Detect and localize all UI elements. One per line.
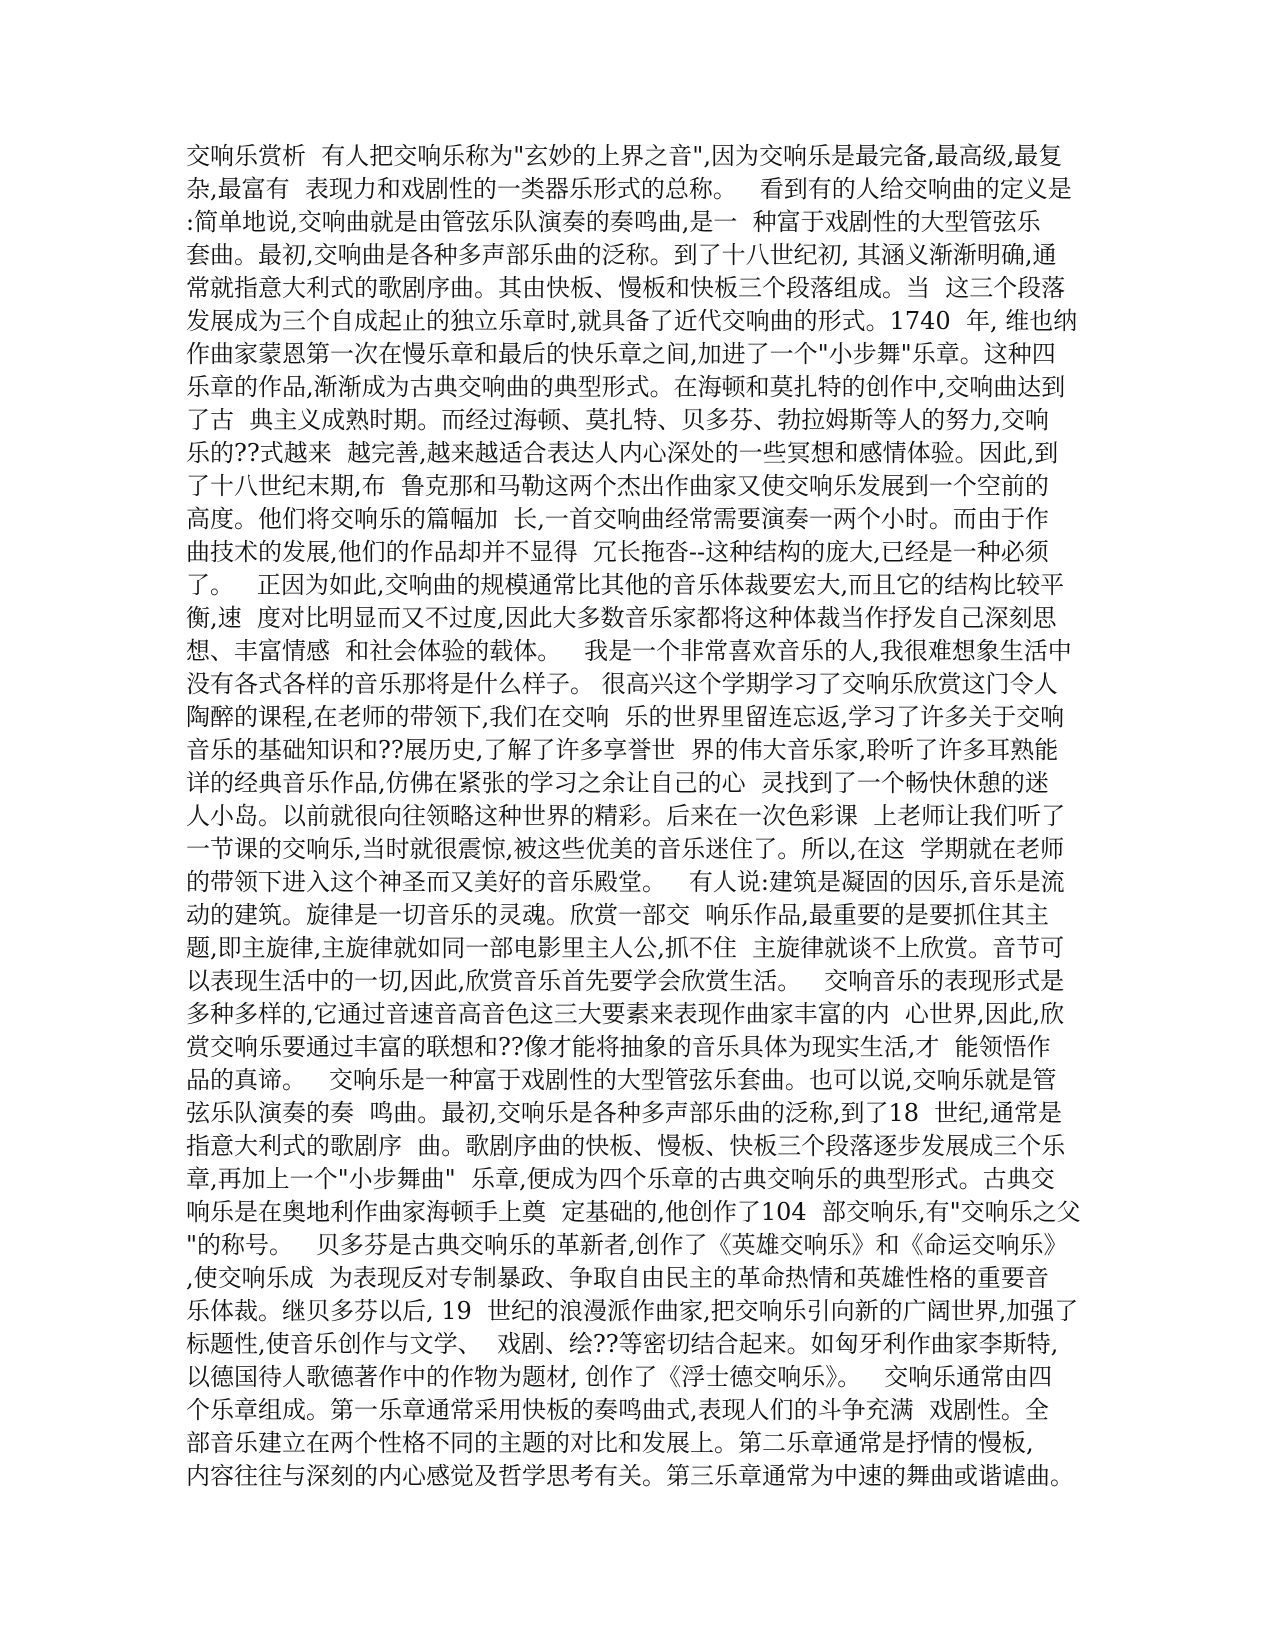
text-line: 想、丰富情感 和社会体验的载体。 我是一个非常喜欢音乐的人,我很难想象生活中 <box>186 637 1072 665</box>
text-line: "的称号。 贝多芬是古典交响乐的革新者,创作了《英雄交响乐》和《命运交响乐》 <box>186 1231 1068 1259</box>
text-line: 乐的??式越来 越完善,越来越适合表达人内心深处的一些冥想和感情体验。因此,到 <box>186 439 1059 467</box>
text-line: 乐体裁。继贝多芬以后, 19 世纪的浪漫派作曲家,把交响乐引向新的广阔世界,加强了 <box>186 1297 1079 1325</box>
text-line: 套曲。最初,交响曲是各种多声部乐曲的泛称。到了十八世纪初, 其涵义渐渐明确,通 <box>186 241 1057 269</box>
text-line: 标题性,使音乐创作与文学、 戏剧、绘??等密切结合起来。如匈牙利作曲家李斯特, <box>186 1330 1059 1358</box>
text-line: 杂,最富有 表现力和戏剧性的一类器乐形式的总称。 看到有的人给交响曲的定义是 <box>186 175 1072 203</box>
text-line: 音乐的基础知识和??展历史,了解了许多享誉世 界的伟大音乐家,聆听了许多耳熟能 <box>186 736 1059 764</box>
text-line: :简单地说,交响曲就是由管弦乐队演奏的奏鸣曲,是一 种富于戏剧性的大型管弦乐 <box>186 208 1041 236</box>
text-line: 曲技术的发展,他们的作品却并不显得 冗长拖沓--这种结构的庞大,已经是一种必须 <box>186 538 1049 566</box>
text-line: 动的建筑。旋律是一切音乐的灵魂。欣赏一部交 响乐作品,最重要的是要抓住其主 <box>186 901 1049 929</box>
text-line: 详的经典音乐作品,仿佛在紧张的学习之余让自己的心 灵找到了一个畅快休憩的迷 <box>186 769 1049 797</box>
text-line: 了。 正因为如此,交响曲的规模通常比其他的音乐体裁要宏大,而且它的结构比较平 <box>186 571 1065 599</box>
text-line: 作曲家蒙恩第一次在慢乐章和最后的快乐章之间,加进了一个"小步舞"乐章。这种四 <box>186 340 1056 368</box>
text-line: 了古 典主义成熟时期。而经过海顿、莫扎特、贝多芬、勃拉姆斯等人的努力,交响 <box>186 406 1049 434</box>
text-line: 章,再加上一个"小步舞曲" 乐章,便成为四个乐章的古典交响乐的典型形式。古典交 <box>186 1165 1055 1193</box>
text-line: 了十八世纪末期,布 鲁克那和马勒这两个杰出作曲家又使交响乐发展到一个空前的 <box>186 472 1049 500</box>
text-line: 指意大利式的歌剧序 曲。歌剧序曲的快板、慢板、快板三个段落逐步发展成三个乐 <box>186 1132 1066 1160</box>
text-line: 内容往往与深刻的内心感觉及哲学思考有关。第三乐章通常为中速的舞曲或谐谑曲。 <box>186 1462 1074 1490</box>
text-line: 衡,速 度对比明显而又不过度,因此大多数音乐家都将这种体裁当作抒发自己深刻思 <box>186 604 1057 632</box>
text-line: 发展成为三个自成起止的独立乐章时,就具备了近代交响曲的形式。1740 年, 维也纳 <box>186 307 1078 335</box>
text-line: 交响乐赏析 有人把交响乐称为"玄妙的上界之音",因为交响乐是最完备,最高级,最复 <box>186 142 1063 170</box>
text-line: 以德国待人歌德著作中的作物为题材, 创作了《浮士德交响乐》。 交响乐通常由四 <box>186 1363 1053 1391</box>
text-line: 人小岛。以前就很向往领略这种世界的精彩。后来在一次色彩课 上老师让我们听了 <box>186 802 1066 830</box>
text-line: 品的真谛。 交响乐是一种富于戏剧性的大型管弦乐套曲。也可以说,交响乐就是管 <box>186 1066 1057 1094</box>
text-line: 陶醉的课程,在老师的带领下,我们在交响 乐的世界里留连忘返,学习了许多关于交响 <box>186 703 1065 731</box>
text-line: 以表现生活中的一切,因此,欣赏音乐首先要学会欣赏生活。 交响音乐的表现形式是 <box>186 967 1065 995</box>
text-line: 弦乐队演奏的奏 鸣曲。最初,交响乐是各种多声部乐曲的泛称,到了18 世纪,通常是 <box>186 1099 1062 1127</box>
text-line: 部音乐建立在两个性格不同的主题的对比和发展上。第二乐章通常是抒情的慢板, <box>186 1429 1034 1457</box>
document-body <box>186 140 1086 1493</box>
text-line: 乐章的作品,渐渐成为古典交响曲的典型形式。在海顿和莫扎特的创作中,交响曲达到 <box>186 373 1066 401</box>
text-line: 的带领下进入这个神圣而又美好的音乐殿堂。 有人说:建筑是凝固的因乐,音乐是流 <box>186 868 1065 896</box>
text-line: 没有各式各样的音乐那将是什么样子。 很高兴这个学期学习了交响乐欣赏这门令人 <box>186 670 1058 698</box>
text-line: 多种多样的,它通过音速音高音色这三大要素来表现作曲家丰富的内 心世界,因此,欣 <box>186 1000 1065 1028</box>
text-line: 题,即主旋律,主旋律就如同一部电影里主人公,抓不住 主旋律就谈不上欣赏。音节可 <box>186 934 1065 962</box>
text-line: 响乐是在奥地利作曲家海顿手上奠 定基础的,他创作了104 部交响乐,有"交响乐之父 <box>186 1198 1081 1226</box>
text-line: 个乐章组成。第一乐章通常采用快板的奏鸣曲式,表现人们的斗争充满 戏剧性。全 <box>186 1396 1049 1424</box>
text-line: 高度。他们将交响乐的篇幅加 长,一首交响曲经常需要演奏一两个小时。而由于作 <box>186 505 1049 533</box>
text-line: 常就指意大利式的歌剧序曲。其由快板、慢板和快板三个段落组成。当 这三个段落 <box>186 274 1066 302</box>
text-line: 一节课的交响乐,当时就很震惊,被这些优美的音乐迷住了。所以,在这 学期就在老师 <box>186 835 1065 863</box>
text-line: 赏交响乐要通过丰富的联想和??像才能将抽象的音乐具体为现实生活,才 能领悟作 <box>186 1033 1051 1061</box>
text-line: ,使交响乐成 为表现反对专制暴政、争取自由民主的革命热情和英雄性格的重要音 <box>186 1264 1049 1292</box>
